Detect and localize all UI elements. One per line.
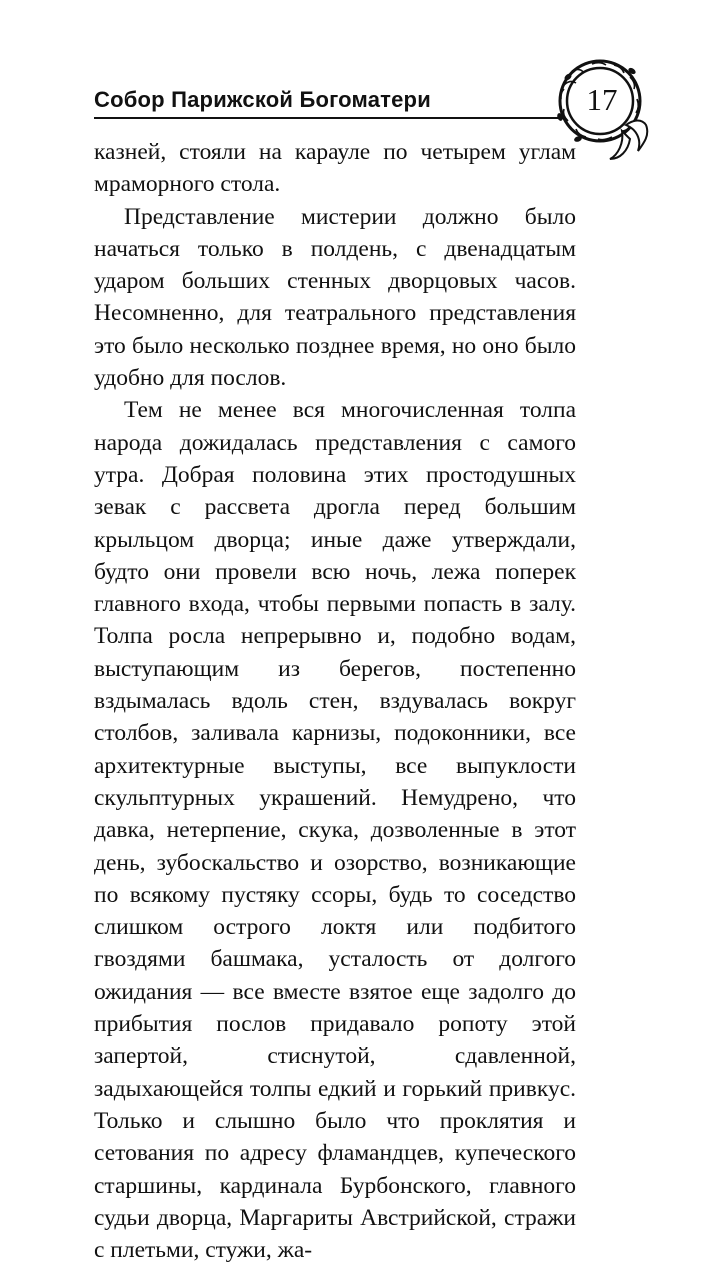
body-text bbox=[94, 136, 576, 1266]
running-header bbox=[94, 85, 584, 115]
paragraph-2: Представление мистерии должно было начаться только в полдень, с двенадцатым ударом больших стенных дворцовых часов. Несомненно, для театрального представления это было несколько позднее время, но оно было удобно для послов. bbox=[94, 203, 576, 392]
page-number: 17 bbox=[586, 82, 618, 117]
book-title: Собор Парижской Богоматери bbox=[94, 87, 431, 112]
header-rule bbox=[94, 117, 582, 119]
paragraph-1: казней, стояли на карауле по четырем углам мраморного стола. bbox=[94, 139, 576, 198]
paragraph-3: Тем не менее вся многочисленная толпа народа дожидалась представления с самого утра. Добрая половина этих простодушных зевак с рассвета дрогла перед большим крыльцом дворца; иные даже утверждали, будто они провели всю ночь, лежа поперек главного входа, чтобы первыми попасть в залу. Толпа росла непрерывно и, подобно водам, выступающим из берегов, постепенно вздымалась вдоль стен, вздувалась вокруг столбов, заливала карнизы, подоконники, все архитектурные выступы, все выпуклости скульптурных украшений. Немудрено, что давка, нетерпение, скука, дозволенные в этот день, зубоскальство и озорство, возникающие по всякому пустяку ссоры, будь то соседство слишком острого локтя или подбитого гвоздями башмака, усталость от долгого ожидания — все вместе взятое еще задолго до прибытия послов придавало ропоту этой запертой, стиснутой, сдавленной, задыхающейся толпы едкий и горький привкус. Только и слышно было что проклятия и сетования по адресу фламандцев, купеческого старшины, кардинала Бурбонского, главного судьи дворца, Маргариты Австрийской, стражи с плетьми, стужи, жа- bbox=[94, 397, 576, 1264]
